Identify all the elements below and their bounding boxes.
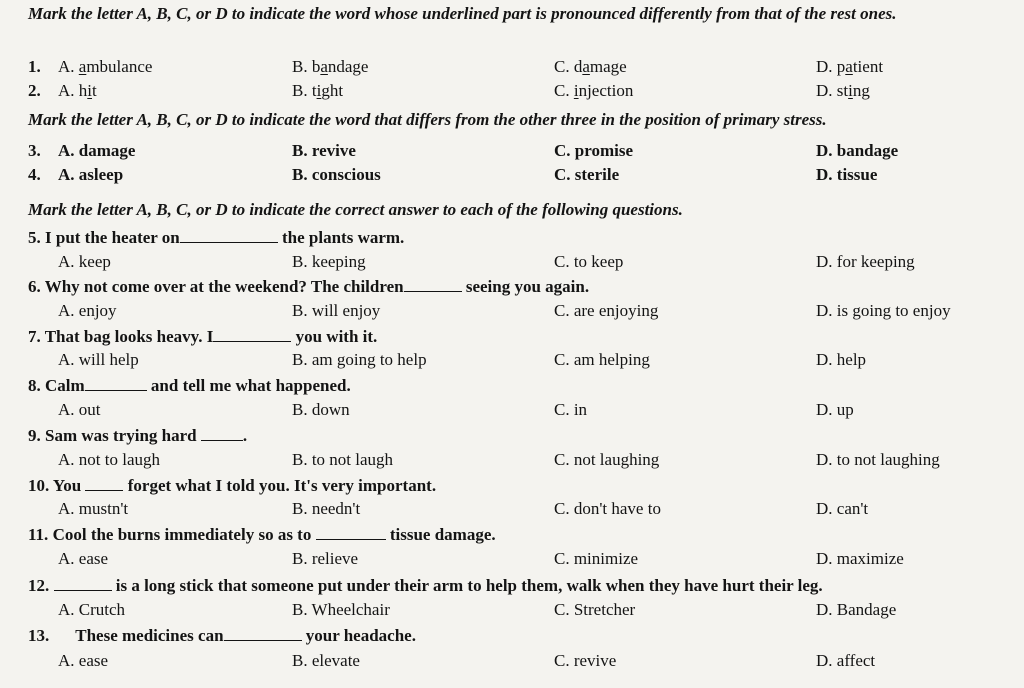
question-number: 3. — [28, 141, 41, 160]
option-a[interactable]: A. hit — [58, 81, 97, 100]
option-b[interactable]: B. revive — [292, 141, 356, 160]
option-d[interactable]: D. bandage — [816, 141, 899, 160]
question-5-options — [0, 251, 1024, 273]
answer-blank[interactable] — [85, 376, 147, 391]
question-8-stem: 8. Calm and tell me what happened. — [28, 376, 351, 395]
instruction-stress: Mark the letter A, B, C, or D to indicate the word that differs from the other three in the position of primary stress. — [28, 110, 827, 129]
question-3 — [0, 140, 1024, 162]
option-c[interactable]: C. not laughing — [554, 450, 660, 469]
option-a[interactable]: A. Crutch — [58, 600, 126, 619]
option-c[interactable]: C. injection — [554, 81, 634, 100]
option-c[interactable]: C. are enjoying — [554, 301, 659, 320]
question-10-stem: 10. You forget what I told you. It's very important. — [28, 476, 437, 495]
question-12-options — [0, 599, 1024, 621]
option-c[interactable]: C. in — [554, 400, 588, 419]
option-a[interactable]: A. enjoy — [58, 301, 117, 320]
answer-blank[interactable] — [316, 525, 386, 540]
option-a[interactable]: A. asleep — [58, 165, 124, 184]
option-b[interactable]: B. to not laugh — [292, 450, 394, 469]
option-b[interactable]: B. down — [292, 400, 350, 419]
option-d[interactable]: D. for keeping — [816, 252, 915, 271]
option-d[interactable]: D. up — [816, 400, 854, 419]
option-d[interactable]: D. sting — [816, 81, 870, 100]
option-c[interactable]: C. Stretcher — [554, 600, 636, 619]
option-c[interactable]: C. sterile — [554, 165, 620, 184]
option-a[interactable]: A. keep — [58, 252, 111, 271]
answer-blank[interactable] — [85, 476, 123, 491]
question-6-stem: 6. Why not come over at the weekend? The children seeing you again. — [28, 277, 590, 296]
option-b[interactable]: B. conscious — [292, 165, 381, 184]
option-b[interactable]: B. relieve — [292, 549, 359, 568]
option-c[interactable]: C. minimize — [554, 549, 639, 568]
question-2 — [0, 80, 1024, 102]
question-6-options — [0, 300, 1024, 322]
question-11-options — [0, 548, 1024, 570]
option-c[interactable]: C. to keep — [554, 252, 624, 271]
question-5-stem: 5. I put the heater on the plants warm. — [28, 228, 405, 247]
option-b[interactable]: B. am going to help — [292, 350, 427, 369]
question-number: 2. — [28, 81, 41, 100]
answer-blank[interactable] — [404, 277, 462, 292]
question-9-options — [0, 449, 1024, 471]
option-d[interactable]: D. Bandage — [816, 600, 897, 619]
option-c[interactable]: C. revive — [554, 651, 617, 670]
option-b[interactable]: B. needn't — [292, 499, 361, 518]
option-d[interactable]: D. maximize — [816, 549, 904, 568]
question-11-stem: 11. Cool the burns immediately so as to tissue damage. — [28, 525, 496, 544]
option-c[interactable]: C. promise — [554, 141, 634, 160]
answer-blank[interactable] — [54, 576, 112, 591]
option-a[interactable]: A. not to laugh — [58, 450, 160, 469]
option-a[interactable]: A. ease — [58, 651, 109, 670]
question-8-options — [0, 399, 1024, 421]
answer-blank[interactable] — [201, 426, 243, 441]
option-d[interactable]: D. help — [816, 350, 867, 369]
question-9-stem: 9. Sam was trying hard . — [28, 426, 248, 445]
instruction-pronunciation: Mark the letter A, B, C, or D to indicate the word whose underlined part is pronounced differently from that of the rest ones. — [28, 4, 897, 23]
option-c[interactable]: C. damage — [554, 57, 627, 76]
instruction-questions: Mark the letter A, B, C, or D to indicate the correct answer to each of the following questions. — [28, 200, 683, 219]
option-c[interactable]: C. don't have to — [554, 499, 661, 518]
question-13-options — [0, 650, 1024, 672]
option-d[interactable]: D. affect — [816, 651, 876, 670]
option-d[interactable]: D. tissue — [816, 165, 878, 184]
question-4 — [0, 164, 1024, 186]
answer-blank[interactable] — [213, 327, 291, 342]
option-a[interactable]: A. out — [58, 400, 101, 419]
option-b[interactable]: B. Wheelchair — [292, 600, 390, 619]
option-d[interactable]: D. patient — [816, 57, 884, 76]
option-c[interactable]: C. am helping — [554, 350, 650, 369]
option-b[interactable]: B. tight — [292, 81, 344, 100]
question-7-options — [0, 349, 1024, 371]
option-b[interactable]: B. bandage — [292, 57, 369, 76]
question-7-stem: 7. That bag looks heavy. I you with it. — [28, 327, 378, 346]
option-b[interactable]: B. elevate — [292, 651, 360, 670]
option-a[interactable]: A. ambulance — [58, 57, 153, 76]
option-d[interactable]: D. can't — [816, 499, 869, 518]
option-a[interactable]: A. damage — [58, 141, 136, 160]
question-1 — [0, 56, 1024, 78]
answer-blank[interactable] — [224, 626, 302, 641]
question-number: 1. — [28, 57, 41, 76]
question-12-stem: 12. is a long stick that someone put under their arm to help them, walk when they have hurt their leg. — [28, 576, 823, 595]
option-b[interactable]: B. will enjoy — [292, 301, 381, 320]
option-d[interactable]: D. to not laughing — [816, 450, 940, 469]
option-a[interactable]: A. ease — [58, 549, 109, 568]
option-a[interactable]: A. mustn't — [58, 499, 129, 518]
option-a[interactable]: A. will help — [58, 350, 139, 369]
question-13-stem: 13. These medicines can your headache. — [28, 626, 416, 645]
option-b[interactable]: B. keeping — [292, 252, 366, 271]
answer-blank[interactable] — [180, 228, 278, 243]
question-number: 4. — [28, 165, 41, 184]
option-d[interactable]: D. is going to enjoy — [816, 301, 951, 320]
question-10-options — [0, 498, 1024, 520]
